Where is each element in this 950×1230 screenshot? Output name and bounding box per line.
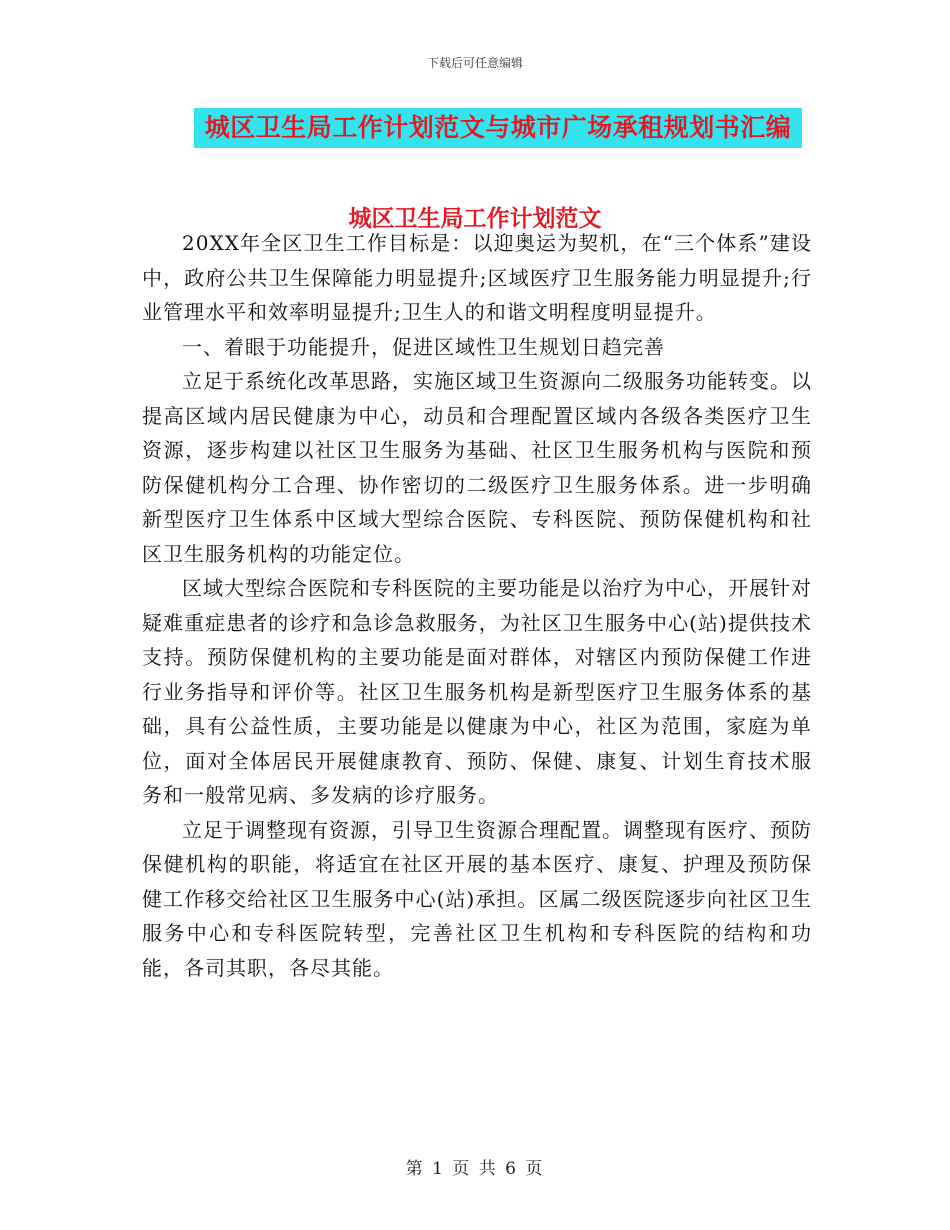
paragraph-heading-1: 一、着眼于功能提升，促进区域性卫生规划日趋完善 (182, 334, 665, 359)
document-title: 城区卫生局工作计划范文与城市广场承租规划书汇编 (204, 113, 792, 142)
paragraph-body-3: 立足于调整现有资源，引导卫生资源合理配置。调整现有医疗、预防保健机构的职能，将适宜在社区开展的基本医疗、康复、护理及预防保健工作移交给社区卫生服务中心(站)承担。区属二级医院逐步向社区卫生服务中心和专科医院转型，完善社区卫生机构和专科医院的结构和功能，各司其职，各尽其能。 (142, 817, 812, 980)
document-title-highlight (194, 108, 802, 148)
header-note: 下载后可任意编辑 (426, 56, 523, 70)
document-body (142, 226, 812, 985)
paragraph-body-2: 区域大型综合医院和专科医院的主要功能是以治疗为中心，开展针对疑难重症患者的诊疗和急诊急救服务，为社区卫生服务中心(站)提供技术支持。预防保健机构的主要功能是面对群体，对辖区内预防保健工作进行业务指导和评价等。社区卫生服务机构是新型医疗卫生服务体系的基础，具有公益性质，主要功能是以健康为中心，社区为范围，家庭为单位，面对全体居民开展健康教育、预防、保健、康复、计划生育技术服务和一般常见病、多发病的诊疗服务。 (142, 576, 812, 807)
paragraph-intro: 20XX年全区卫生工作目标是：以迎奥运为契机，在“三个体系”建设中，政府公共卫生保障能力明显提升;区域医疗卫生服务能力明显提升;行业管理水平和效率明显提升;卫生人的和谐文明程度明显提升。 (142, 231, 812, 324)
paragraph-body-1: 立足于系统化改革思路，实施区域卫生资源向二级服务功能转变。以提高区域内居民健康为中心，动员和合理配置区域内各级各类医疗卫生资源，逐步构建以社区卫生服务为基础、社区卫生服务机构与医院和预防保健机构分工合理、协作密切的二级医疗卫生服务体系。进一步明确新型医疗卫生体系中区域大型综合医院、专科医院、预防保健机构和社区卫生服务机构的功能定位。 (142, 369, 812, 566)
page-number: 第 1 页 共 6 页 (405, 1159, 545, 1179)
section-title: 城区卫生局工作计划范文 (348, 206, 602, 232)
